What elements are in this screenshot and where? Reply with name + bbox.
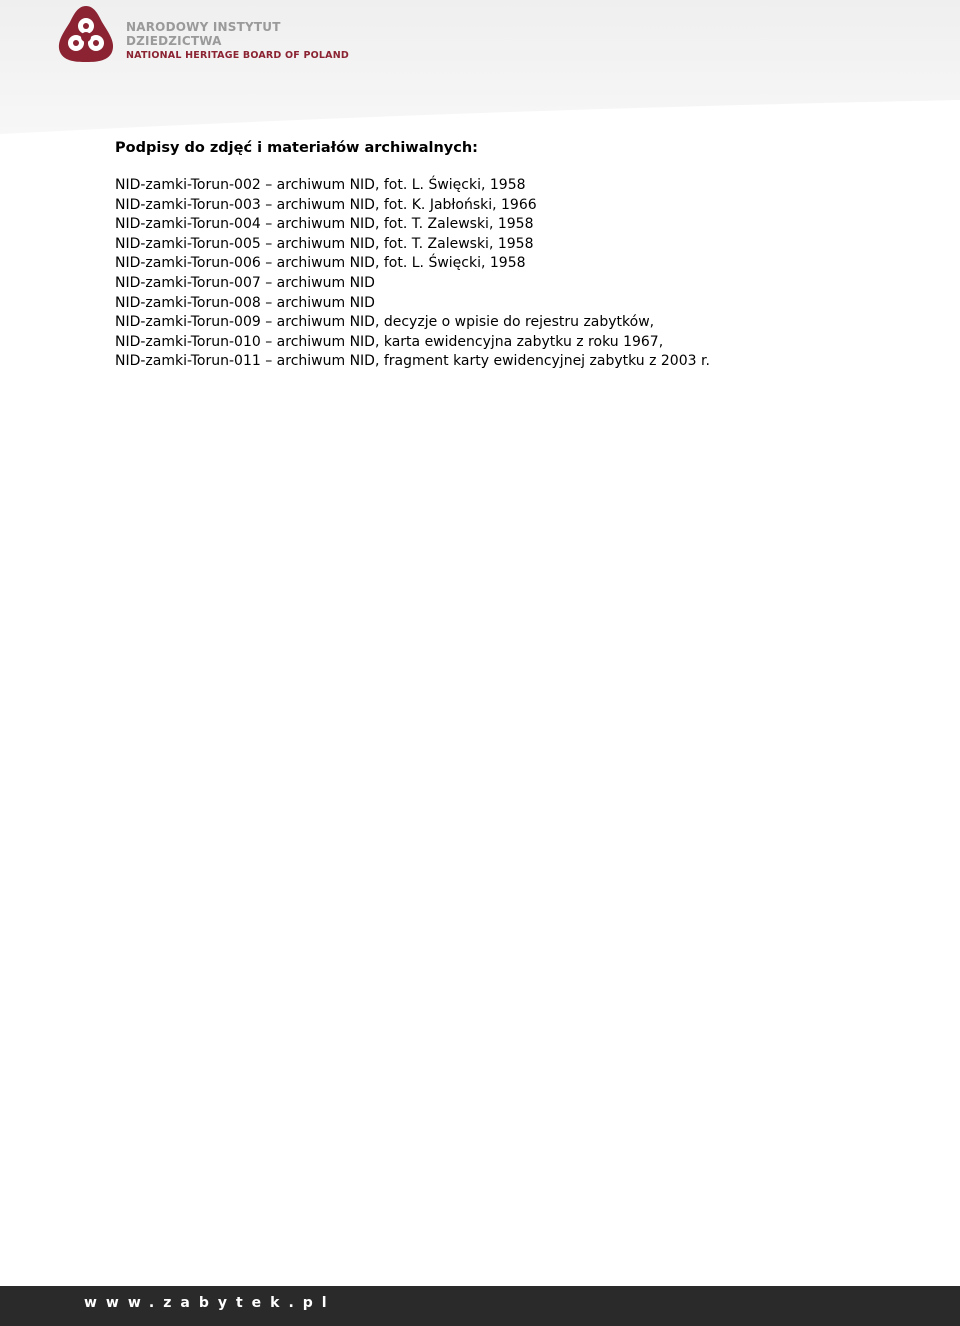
- footer-website-url[interactable]: www.zabytek.pl: [84, 1295, 336, 1311]
- org-name-line-2: DZIEDZICTWA: [126, 34, 222, 48]
- caption-list: [115, 176, 915, 372]
- caption-line: NID-zamki-Torun-002 – archiwum NID, fot. L. Święcki, 1958: [115, 177, 526, 193]
- caption-line: NID-zamki-Torun-004 – archiwum NID, fot. T. Zalewski, 1958: [115, 216, 534, 233]
- caption-line: NID-zamki-Torun-008 – archiwum NID: [115, 294, 375, 311]
- organization-name: [126, 20, 349, 63]
- caption-line: NID-zamki-Torun-010 – archiwum NID, karta ewidencyjna zabytku z roku 1967,: [115, 333, 664, 350]
- caption-line: NID-zamki-Torun-006 – archiwum NID, fot. L. Święcki, 1958: [115, 255, 526, 272]
- caption-line: NID-zamki-Torun-009 – archiwum NID, decyzje o wpisie do rejestru zabytków,: [115, 314, 655, 331]
- nid-trefoil-logo-icon: [54, 4, 118, 64]
- caption-line: NID-zamki-Torun-011 – archiwum NID, fragment karty ewidencyjnej zabytku z 2003 r.: [115, 353, 710, 370]
- caption-line: NID-zamki-Torun-007 – archiwum NID: [115, 274, 375, 291]
- document-body: [115, 138, 915, 372]
- caption-line: NID-zamki-Torun-005 – archiwum NID, fot. T. Zalewski, 1958: [115, 235, 534, 252]
- org-name-english: NATIONAL HERITAGE BOARD OF POLAND: [126, 50, 349, 61]
- document-heading: Podpisy do zdjęć i materiałów archiwalnych:: [115, 140, 478, 156]
- caption-line: NID-zamki-Torun-003 – archiwum NID, fot. K. Jabłoński, 1966: [115, 196, 537, 213]
- footer-band: [0, 1286, 960, 1326]
- org-name-line-1: NARODOWY INSTYTUT: [126, 20, 281, 34]
